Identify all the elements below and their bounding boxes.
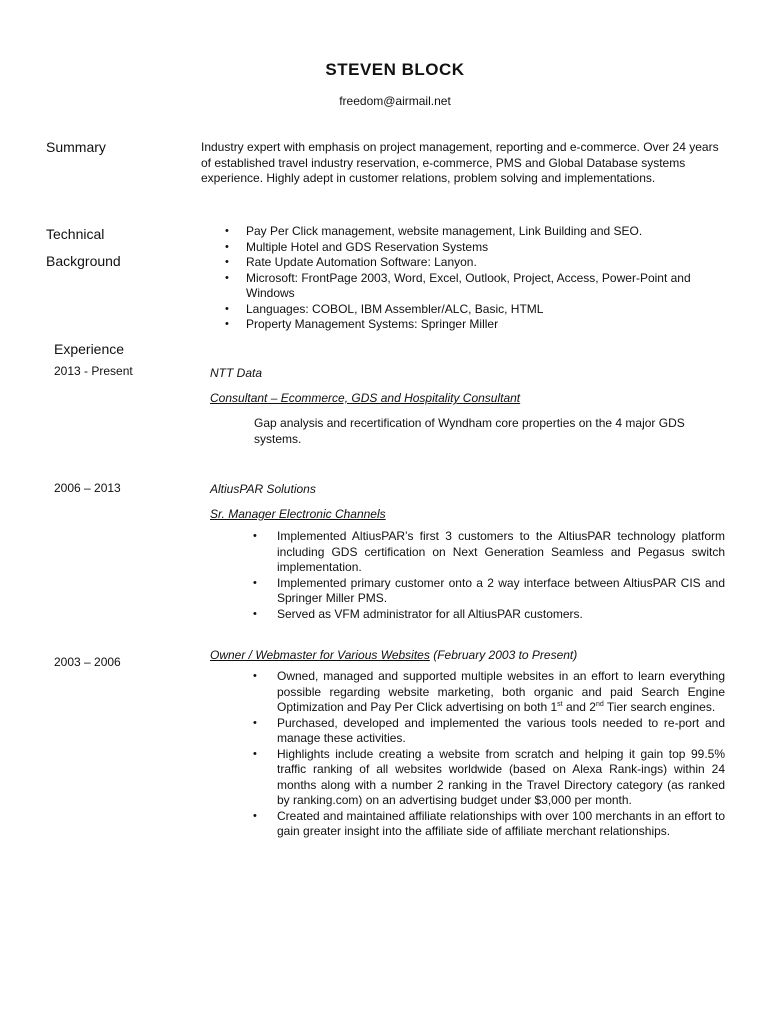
resume-name: STEVEN BLOCK [325, 60, 465, 79]
summary-heading: Summary [46, 139, 106, 155]
job-role: Consultant – Ecommerce, GDS and Hospitality Consultant [210, 391, 521, 405]
superscript: nd [595, 701, 604, 708]
item-text: and 2 [562, 700, 596, 714]
job-company: AltiusPAR Solutions [210, 482, 316, 496]
list-item: • Served as VFM administrator for all AltiusPAR customers. [277, 607, 725, 623]
job-dates: 2003 – 2006 [54, 655, 121, 669]
list-item: • Multiple Hotel and GDS Reservation Systems [246, 240, 716, 256]
list-item: • Microsoft: FrontPage 2003, Word, Excel, Outlook, Project, Access, Power-Point and Windows [246, 271, 716, 302]
list-item: • Implemented AltiusPAR’s first 3 customers to the AltiusPAR technology platform including GDS certification on Next Generation Seamless and Pegasus switch implementation. [277, 529, 725, 576]
job-role: Sr. Manager Electronic Channels [210, 507, 386, 521]
list-item: • Created and maintained affiliate relationships with over 100 merchants in an effort to gain greater insight into the affiliate side of affiliate merchant relationships. [277, 809, 725, 840]
item-text: Owned, managed and supported multiple websites in an effort to learn everything possible regarding website marketing, both organic and paid Search Engine Optimization and Pay Per Click advertising on both 1 [277, 669, 725, 714]
list-item: • Implemented primary customer onto a 2 way interface between AltiusPAR CIS and Springer Miller PMS. [277, 576, 725, 607]
job-achievements-list [277, 669, 725, 840]
job-dates: 2013 - Present [54, 364, 133, 378]
list-item: • Pay Per Click management, website management, Link Building and SEO. [246, 224, 716, 240]
job-description: Gap analysis and recertification of Wyndham core properties on the 4 major GDS systems. [254, 416, 685, 446]
item-text: Tier search engines. [603, 700, 716, 714]
list-item: • Rate Update Automation Software: Lanyon. [246, 255, 716, 271]
job-dates: 2006 – 2013 [54, 481, 121, 495]
email-address: freedom@airmail.net [339, 94, 451, 108]
job-role-line [210, 648, 577, 662]
experience-heading: Experience [54, 341, 125, 357]
technical-skills-list [246, 224, 716, 333]
job-achievements-list [277, 529, 725, 622]
list-item [277, 669, 725, 716]
list-item: • Languages: COBOL, IBM Assembler/ALC, Basic, HTML [246, 302, 716, 318]
technical-heading-line1: Technical [46, 226, 105, 242]
list-item: • Highlights include creating a website from scratch and helping it gain top 99.5% traffic ranking of all websites worldwide (based on Alexa Rank-ings) within 24 months along with a number 2 ranking in the Travel Directory category (as ranked by ranking.com) on an advertising budget under $3,000 per month. [277, 747, 725, 809]
job-role: Owner / Webmaster for Various Websites [210, 648, 430, 662]
summary-text: Industry expert with emphasis on project management, reporting and e-commerce. Over 24 years of established travel industry reservation, e-commerce, PMS and Global Database systems experience. Highly adept in customer relations, problem solving and implementations. [201, 140, 719, 185]
list-item: • Purchased, developed and implemented the various tools needed to re-port and manage these activities. [277, 716, 725, 747]
technical-heading-line2: Background [46, 253, 121, 269]
superscript: st [557, 701, 563, 708]
list-item: • Property Management Systems: Springer Miller [246, 317, 716, 333]
job-role-period: (February 2003 to Present) [429, 648, 578, 662]
job-company: NTT Data [210, 366, 263, 380]
